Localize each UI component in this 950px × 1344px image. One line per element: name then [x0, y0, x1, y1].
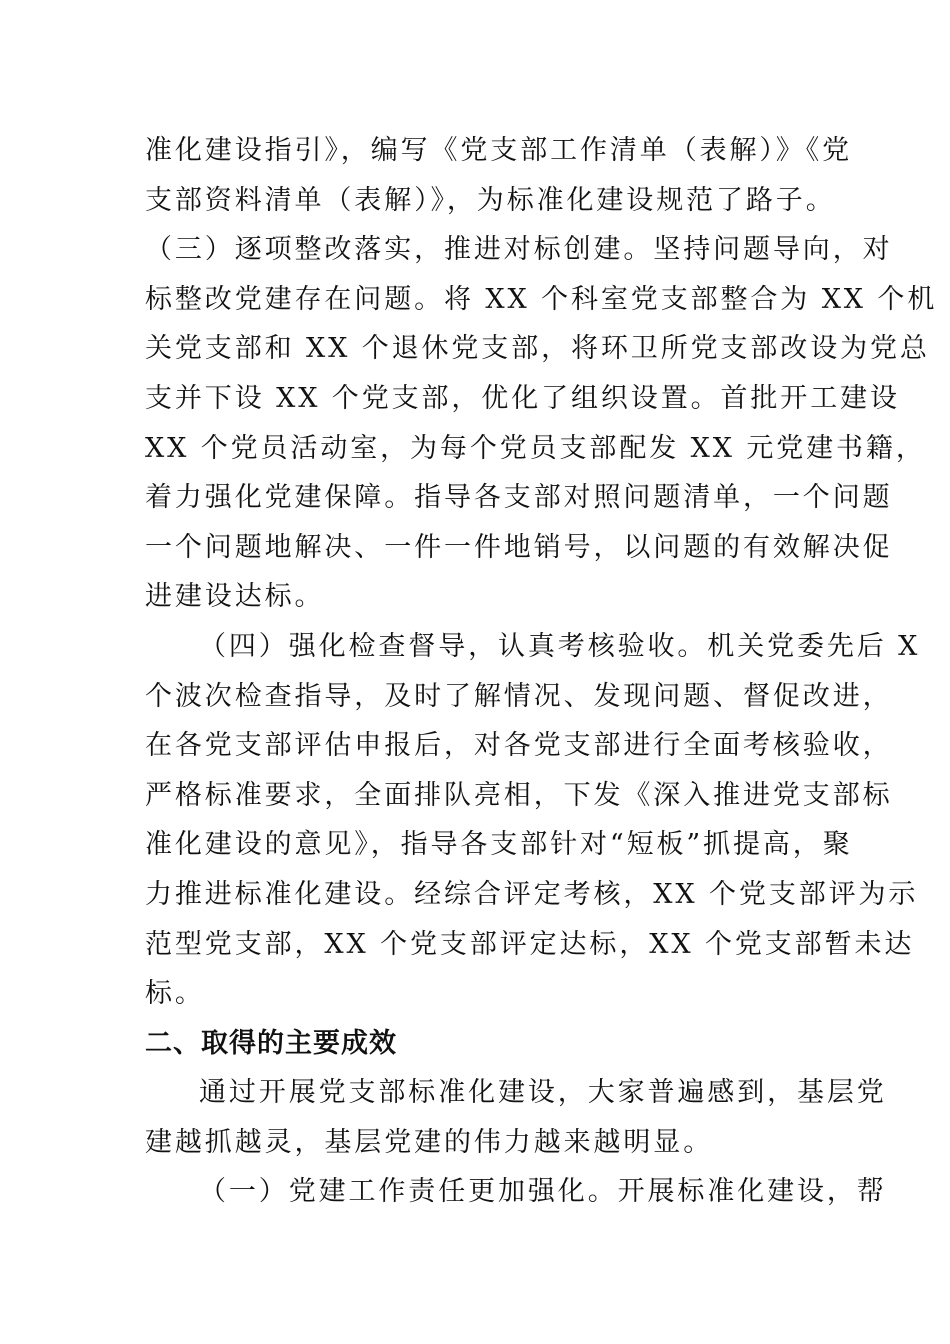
body-text-line: 标。: [145, 978, 205, 1010]
body-text-line: 标整改党建存在问题。将 XX 个科室党支部整合为 XX 个机: [145, 283, 938, 315]
body-text-line: 一个问题地解决、一件一件地销号，以问题的有效解决促: [145, 531, 893, 563]
section-3-heading-line: （三）逐项整改落实，推进对标创建。坚持问题导向，对: [145, 234, 893, 266]
body-text-line: XX 个党员活动室，为每个党员支部配发 XX 元党建书籍，: [145, 432, 926, 464]
body-text-line: 支并下设 XX 个党支部，优化了组织设置。首批开工建设: [145, 382, 900, 414]
body-text-line: 进建设达标。: [145, 581, 325, 613]
body-text-line: 准化建设的意见》，指导各支部针对“短板”抓提高，聚: [145, 829, 853, 861]
body-text-line: 严格标准要求，全面排队亮相，下发《深入推进党支部标: [145, 779, 893, 811]
body-text-line: 着力强化党建保障。指导各支部对照问题清单，一个问题: [145, 482, 893, 514]
body-text-line: 准化建设指引》，编写《党支部工作清单（表解）》《党: [145, 135, 852, 166]
body-text-line: 关党支部和 XX 个退休党支部，将环卫所党支部改设为党总: [145, 333, 930, 365]
body-text-line: 在各党支部评估申报后，对各党支部进行全面考核验收，: [145, 730, 893, 762]
section-heading: 二、取得的主要成效: [145, 1027, 397, 1059]
document-page: [145, 126, 938, 1217]
body-text-line: 通过开展党支部标准化建设，大家普遍感到，基层党: [199, 1077, 887, 1109]
body-text-line: 个波次检查指导，及时了解情况、发现问题、督促改进，: [145, 680, 893, 712]
body-text-line: 建越抓越灵，基层党建的伟力越来越明显。: [145, 1126, 714, 1158]
subsection-1-heading-line: （一）党建工作责任更加强化。开展标准化建设，帮: [199, 1176, 887, 1208]
body-text-line: 力推进标准化建设。经综合评定考核，XX 个党支部评为示: [145, 878, 919, 910]
section-4-heading-line: （四）强化检查督导，认真考核验收。机关党委先后 X: [199, 630, 921, 662]
body-text-line: 支部资料清单（表解）》，为标准化建设规范了路子。: [145, 184, 836, 216]
body-text-line: 范型党支部，XX 个党支部评定达标，XX 个党支部暂未达: [145, 928, 915, 960]
